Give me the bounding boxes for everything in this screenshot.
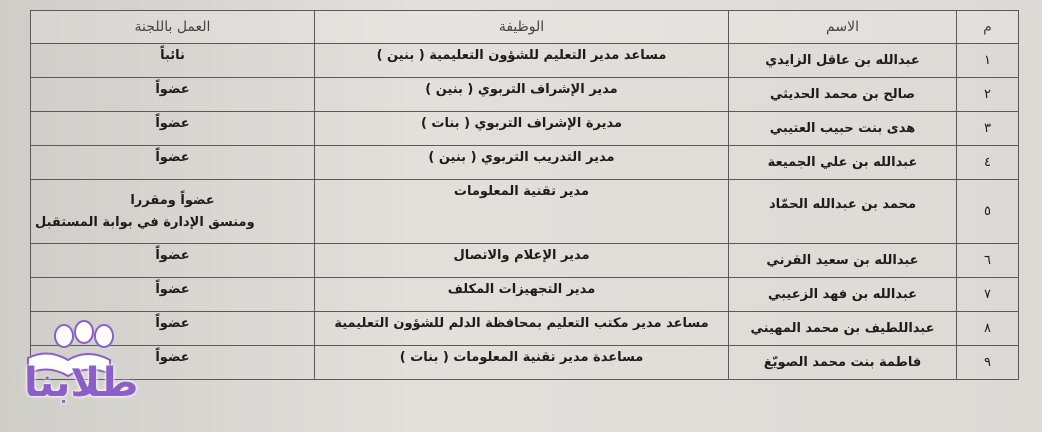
row-role-text: عضواً (155, 150, 190, 165)
row-role (31, 180, 315, 244)
row-role-text: عضواً (155, 248, 190, 263)
row-role-text: عضواً (155, 116, 190, 131)
header-job: الوظيفة (315, 11, 729, 44)
row-role-text: عضواً (155, 350, 190, 365)
row-job-text: مساعدة مدير تقنية المعلومات ( بنات ) (399, 350, 644, 365)
row-job (315, 278, 729, 312)
row-role-text: عضواً (155, 282, 190, 297)
row-name: فاطمة بنت محمد الصويّغ (729, 346, 957, 380)
row-num: ٥ (957, 180, 1019, 244)
row-num: ٦ (957, 244, 1019, 278)
row-job (315, 44, 729, 78)
row-name-text: محمد بن عبدالله الحمّاد (769, 197, 916, 212)
row-job-text: مساعد مدير التعليم للشؤون التعليمية ( بنين ) (376, 48, 667, 63)
table-row (31, 78, 1019, 112)
row-job-text: مدير التدريب التربوي ( بنين ) (428, 150, 615, 165)
header-role: العمل باللجنة (31, 11, 315, 44)
table-row (31, 312, 1019, 346)
table-row (31, 112, 1019, 146)
row-role (31, 146, 315, 180)
row-job-text: مدير الإشراف التربوي ( بنين ) (425, 82, 618, 97)
row-job-text: مدير الإعلام والاتصال (453, 248, 590, 263)
row-job-text: مدير التجهيزات المكلف (447, 282, 596, 297)
row-num: ٧ (957, 278, 1019, 312)
row-num: ١ (957, 44, 1019, 78)
row-num: ٩ (957, 346, 1019, 380)
table-row (31, 180, 1019, 244)
committee-table (30, 10, 1019, 380)
row-role-line1: عضواً ومقررا (130, 192, 215, 208)
table-row (31, 278, 1019, 312)
row-role-text: عضواً (155, 82, 190, 97)
watermark-text: طلابنا (24, 360, 139, 406)
header-num: م (957, 11, 1019, 44)
row-job-text: مساعد مدير مكتب التعليم بمحافظة الدلم للشؤون التعليمية (334, 316, 709, 331)
row-num: ٣ (957, 112, 1019, 146)
row-name: عبداللطيف بن محمد المهيني (729, 312, 957, 346)
row-name: عبدالله بن فهد الزعيبي (729, 278, 957, 312)
row-role (31, 44, 315, 78)
table-row (31, 346, 1019, 380)
table-row (31, 146, 1019, 180)
table-row (31, 244, 1019, 278)
row-job-text: مدير تقنية المعلومات (453, 183, 590, 199)
row-job-text: مديرة الإشراف التربوي ( بنات ) (420, 116, 623, 131)
row-role (31, 112, 315, 146)
row-role-line2: ومنسق الإدارة في بوابة المستقبل (35, 214, 255, 230)
row-job (315, 312, 729, 346)
table-header-row (31, 11, 1019, 44)
row-num: ٨ (957, 312, 1019, 346)
header-name: الاسم (729, 11, 957, 44)
row-role-text: عضواً (155, 316, 190, 331)
row-name: عبدالله بن عاقل الزايدي (729, 44, 957, 78)
row-name: صالح بن محمد الحديثي (729, 78, 957, 112)
row-role (31, 278, 315, 312)
row-job (315, 244, 729, 278)
row-job (315, 78, 729, 112)
row-num: ٢ (957, 78, 1019, 112)
row-num: ٤ (957, 146, 1019, 180)
table-row (31, 44, 1019, 78)
row-role-text: نائباً (160, 48, 185, 63)
row-job (315, 146, 729, 180)
row-job (315, 112, 729, 146)
row-name: هدى بنت حبيب العتيبي (729, 112, 957, 146)
row-name: عبدالله بن سعيد القرني (729, 244, 957, 278)
row-role (31, 78, 315, 112)
row-name (729, 180, 957, 244)
watermark-logo (18, 318, 158, 418)
row-job (315, 180, 729, 244)
row-name: عبدالله بن علي الجميعة (729, 146, 957, 180)
row-job (315, 346, 729, 380)
row-role (31, 244, 315, 278)
